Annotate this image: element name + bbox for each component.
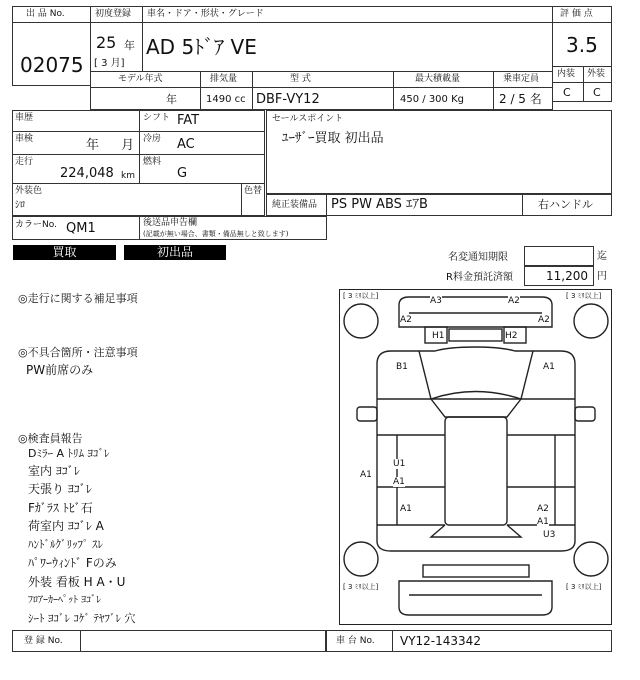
inspector-line: 外装 看板 H A・U (28, 575, 126, 589)
mileage-value: 224,048 (60, 166, 114, 181)
exterior-grade: C (593, 86, 601, 99)
ext-color-label: 外装色 (15, 186, 43, 196)
damage-mark: H1 (432, 331, 445, 341)
tire-front-right (574, 304, 608, 338)
inspector-line: ﾊﾟﾜｰｳｨﾝﾄﾞ Fのみ (28, 556, 117, 570)
handle-value: 右ハンドル (538, 198, 593, 211)
reg-year-unit: 年 (124, 39, 135, 52)
windshield (431, 392, 521, 418)
later-shipment-note: (記載が無い場合、書類・備品無しと致します) (143, 230, 289, 238)
score-label: 評 価 点 (560, 9, 593, 19)
equipment-value: PS PW ABS ｴｱB (331, 197, 428, 212)
first-reg-label: 初度登録 (95, 9, 132, 19)
tire-rear-right (574, 542, 608, 576)
lot-number: 02075 (20, 53, 84, 77)
notice-label: 名変通知期限 (448, 252, 508, 263)
damage-mark: A1 (360, 470, 372, 480)
inspection-label: 車検 (15, 134, 34, 144)
history-label: 車歴 (15, 113, 34, 123)
type-label: 型 式 (290, 74, 311, 84)
type-value: DBF-VY12 (256, 92, 320, 107)
shift-label: シフト (143, 113, 171, 123)
driving-heading: ◎走行に関する補足事項 (18, 292, 138, 305)
tire-depth-rear-left: [ 3 ﾐﾘ以上] (343, 583, 379, 591)
exterior-label: 外装 (587, 69, 606, 79)
chassis-value: VY12-143342 (400, 634, 481, 648)
tire-rear-left (344, 542, 378, 576)
mileage-label: 走行 (15, 157, 34, 167)
fuel-label: 燃料 (143, 157, 162, 167)
shift-value: FAT (177, 113, 200, 128)
sales-point-value: ﾕｰｻﾞｰ買取 初出品 (282, 131, 384, 146)
damage-mark: A2 (508, 296, 520, 306)
load-label: 最大積載量 (415, 74, 461, 84)
grille (449, 329, 502, 341)
car-name: AD 5ﾄﾞｱ VE (146, 35, 257, 59)
notice-unit: 迄 (597, 251, 607, 262)
damage-mark: A2 (538, 315, 550, 325)
lot-label: 出 品 No. (26, 9, 65, 19)
recycle-label: R料金預託済額 (446, 272, 513, 283)
reg-year: 25 (96, 33, 117, 52)
car-diagram-drawing (339, 289, 612, 625)
tag-buyback: 買取 (13, 245, 116, 260)
inspector-line: ﾊﾝﾄﾞﾙｸﾞﾘｯﾌﾟ ｽﾚ (28, 538, 103, 551)
inspection-value: 年 月 (86, 138, 135, 153)
damage-mark: U3 (543, 530, 556, 540)
mileage-unit: km (121, 171, 135, 181)
tire-depth-rear-right: [ 3 ﾐﾘ以上] (566, 583, 602, 591)
model-year-unit: 年 (166, 93, 177, 106)
rear-window (431, 525, 521, 537)
notice-value-box (524, 246, 594, 266)
inspector-line: 天張り ﾖｺﾞﾚ (28, 482, 92, 496)
inspector-line: Dﾐﾗｰ A ﾄﾘﾑ ﾖｺﾞﾚ (28, 447, 110, 460)
damage-mark: A2 (400, 315, 412, 325)
tail-lights (423, 565, 529, 577)
inspector-heading: ◎検査員報告 (18, 432, 83, 445)
inspector-line: 荷室内 ﾖｺﾞﾚ A (28, 519, 104, 533)
inspector-line: 室内 ﾖｺﾞﾚ (28, 464, 80, 478)
registration-label: 登 録 No. (24, 636, 63, 646)
damage-mark: A1 (400, 504, 412, 514)
later-shipment-label: 後送品申告欄 (143, 218, 198, 228)
ac-value: AC (177, 137, 195, 152)
inspector-line: Fｶﾞﾗｽ ﾄﾋﾞ石 (28, 501, 93, 515)
sales-point-label: セールスポイント (272, 114, 344, 124)
score-value: 3.5 (566, 33, 598, 57)
damage-mark: A3 (430, 296, 442, 306)
tire-front-left (344, 304, 378, 338)
damage-mark: A1 (537, 517, 549, 527)
equipment-label: 純正装備品 (272, 200, 318, 210)
damage-mark: U1 (393, 459, 406, 469)
interior-grade: C (563, 86, 571, 99)
ac-label: 冷房 (143, 134, 162, 144)
load-value: 450 / 300 Kg (400, 94, 464, 105)
capacity-value: 2 / 5 名 (499, 92, 542, 106)
damage-mark: H2 (505, 331, 518, 341)
damage-mark: A1 (393, 477, 405, 487)
roof (445, 417, 507, 525)
color-no-value: QM1 (66, 221, 96, 236)
color-no-label: カラーNo. (15, 220, 57, 230)
damage-mark: B1 (396, 362, 408, 372)
recycle-unit: 円 (597, 271, 607, 282)
tire-depth-front-right: [ 3 ﾐﾘ以上] (566, 292, 602, 300)
chassis-label: 車 台 No. (336, 636, 375, 646)
rear-bumper (399, 581, 552, 615)
displacement-label: 排気量 (210, 74, 238, 84)
front-bumper (399, 297, 552, 327)
reg-month: [ 3 月] (94, 58, 125, 69)
inspector-line: ｼｰﾄ ﾖｺﾞﾚ ｺｹﾞ ﾃﾔﾌﾞﾚ 穴 (28, 612, 136, 625)
defect-text: PW前席のみ (26, 363, 94, 377)
defect-heading: ◎不具合箇所・注意事項 (18, 346, 138, 359)
tag-first-listing: 初出品 (124, 245, 226, 260)
color-change-label: 色替 (244, 186, 263, 196)
interior-label: 内装 (557, 69, 576, 79)
damage-mark: A2 (537, 504, 549, 514)
displacement-value: 1490 cc (206, 94, 246, 105)
model-year-label: モデル年式 (118, 74, 163, 84)
recycle-value: 11,200 (546, 269, 588, 283)
fuel-value: G (177, 166, 188, 181)
tire-depth-front-left: [ 3 ﾐﾘ以上] (343, 292, 379, 300)
ext-color-value: ｼﾛ (15, 200, 25, 211)
inspector-line: ﾌﾛｱｰｶｰﾍﾟｯﾄ ﾖｺﾞﾚ (28, 595, 102, 606)
car-name-label: 車名・ドア・形状・グレード (147, 9, 264, 19)
damage-mark: A1 (543, 362, 555, 372)
capacity-label: 乗車定員 (503, 74, 540, 84)
